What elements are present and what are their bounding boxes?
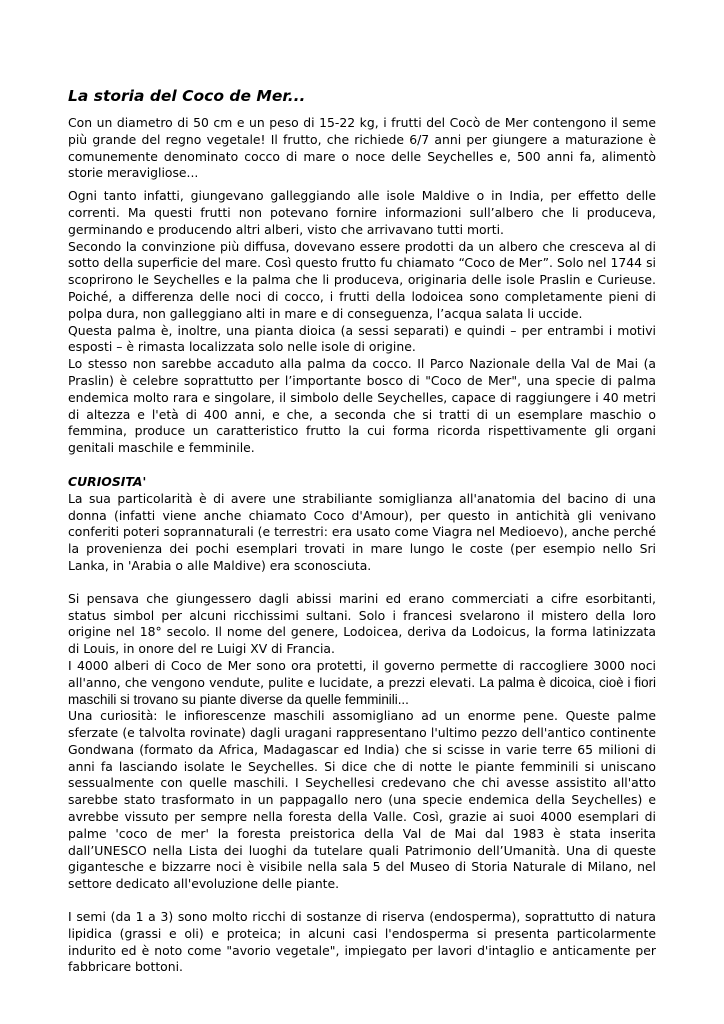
curiosita-paragraph-3 — [68, 658, 656, 708]
curiosita-paragraph-3-part-1: I 4000 alberi di Coco de Mer sono ora protetti, il governo permette di raccogliere 3000 noci all'anno, che vengono vendute, pulite e lucidate, a prezzi elevati. — [68, 657, 656, 690]
curiosita-paragraph-5: I semi (da 1 a 3) sono molto ricchi di sostanze di riserva (endosperma), soprattutto di natura lipidica (grassi e oli) e proteica; in alcuni casi l'endosperma si presenta particolarmente indurito ed è noto come "avorio vegetale", impiegato per lavori d'intaglio e anticamente per fabbricare bottoni. — [68, 909, 656, 975]
document-title: La storia del Coco de Mer... — [68, 87, 306, 105]
curiosita-paragraph-4: Una curiosità: le infiorescenze maschili assomigliano ad un enorme pene. Queste palme sferzate (e talvolta rovinate) dagli uragani rappresentano l'ultimo pezzo dell'antico continente Gondwana (formato da Africa, Madagascar ed India) che si scisse in varie terre 65 milioni di anni fa lasciando isolate le Seychelles. Si dice che di notte le piante femminili si uniscano sessualmente con quelle maschili. I Seychellesi credevano che chi avesse assistito all'atto sarebbe stato trasformato in un pappagallo nero (una specie endemica della Seychelles) e avrebbe vissuto per sempre nella foresta della Valle. Così, grazie ai suoi 4000 esemplari di palme 'coco de mer' la foresta preistorica della Val de Mai dal 1983 è stata inserita dall’UNESCO nella Lista dei luoghi da tutelare quali Patrimonio dell’Umanità. Una di queste gigantesche e bizzarre noci è visibile nella sala 5 del Museo di Storia Naturale di Milano, nel settore dedicato all'evoluzione delle piante. — [68, 708, 656, 892]
document-page — [68, 86, 656, 976]
curiosita-heading: CURIOSITA' — [68, 473, 147, 489]
history-paragraph-3: Questa palma è, inoltre, una pianta dioica (a sessi separati) e quindi – per entrambi i motivi esposti – è rimasta localizzata solo nelle isole di origine. — [68, 322, 656, 355]
curiosita-paragraph-1: La sua particolarità è di avere une strabiliante somiglianza all'anatomia del bacino di una donna (infatti viene anche chiamato Coco d'Amour), per questo in antichità gli venivano conferiti poteri soprannaturali (e terrestri: era usato come Viagra nel Medioevo), anche perché la provenienza dei pochi esemplari trovati in mare lungo le coste (per esempio nello Sri Lanka, in 'Arabia o alle Maldive) era sconosciuta. — [68, 490, 656, 573]
curiosita-paragraph-2: Si pensava che giungessero dagli abissi marini ed erano commerciati a cifre esorbitanti, status simbol per alcuni ricchissimi sultani. Solo i francesi svelarono il mistero della loro origine nel 18° secolo. Il nome del genere, Lodoicea, deriva da Lodoicus, la forma latinizzata di Louis, in onore del re Luigi XV di Francia. — [68, 590, 656, 657]
curiosita-paragraph-3-part-2: La palma è dicoica, cioè i fiori maschili si trovano su piante diverse da quelle femminili... — [68, 674, 657, 707]
history-paragraph-1: Ogni tanto infatti, giungevano galleggiando alle isole Maldive o in India, per effetto delle correnti. Ma questi frutti non potevano fornire informazioni sull’albero che li produceva, germinando e producendo altri alberi, visto che arrivavano tutti morti. — [68, 188, 656, 237]
intro-paragraph: Con un diametro di 50 cm e un peso di 15-22 kg, i frutti del Cocò de Mer contengono il seme più grande del regno vegetale! Il frutto, che richiede 6/7 anni per giungere a maturazione è comunemente denominato cocco di mare o noce delle Seychelles e, 500 anni fa, alimentò storie meravigliose... — [68, 115, 656, 181]
history-paragraph-4: Lo stesso non sarebbe accaduto alla palma da cocco. Il Parco Nazionale della Val de Mai (a Praslin) è celebre soprattutto per l’importante bosco di "Coco de Mer", una specie di palma endemica molto rara e singolare, il simbolo delle Seychelles, capace di raggiungere i 40 metri di altezza e l'età di 400 anni, e che, a seconda che si tratti di un esemplare maschio o femmina, produce un caratteristico frutto la cui forma ricorda rispettivamente gli organi genitali maschile e femminile. — [68, 356, 656, 456]
history-paragraph-2: Secondo la convinzione più diffusa, dovevano essere prodotti da un albero che cresceva al di sotto della superficie del mare. Così questo frutto fu chiamato “Coco de Mer”. Solo nel 1744 si scoprirono le Seychelles e la palma che li produceva, originaria delle isole Praslin e Curieuse. Poiché, a differenza delle noci di cocco, i frutti della lodoicea sono completamente pieni di polpa dura, non galleggiano alti in mare e di conseguenza, l’acqua salata li uccide. — [68, 238, 656, 321]
